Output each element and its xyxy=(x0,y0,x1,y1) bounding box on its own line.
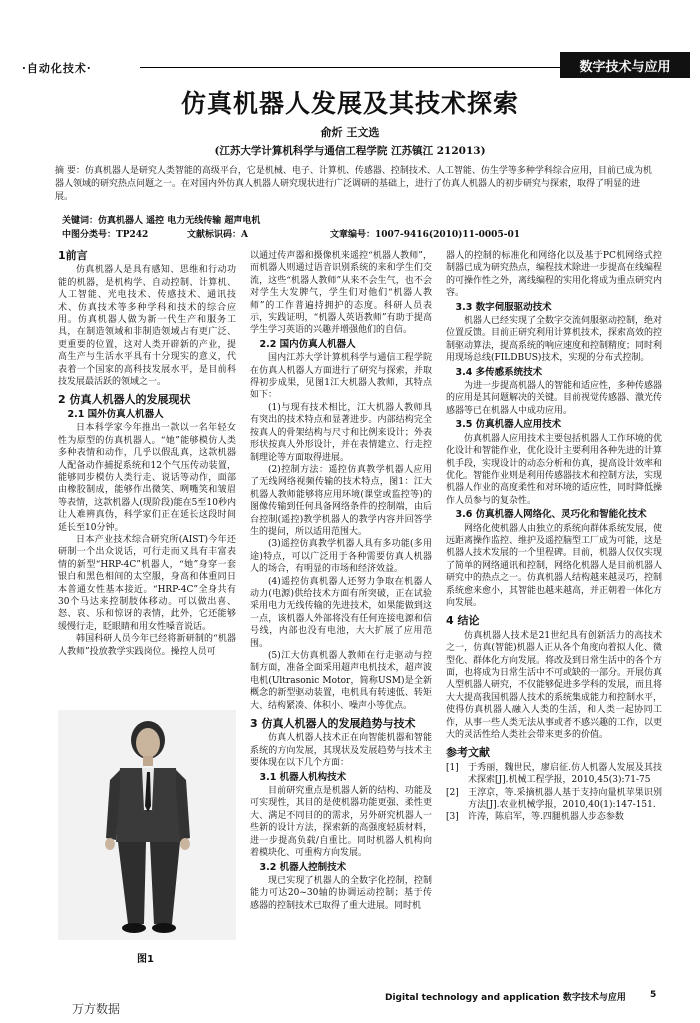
paragraph: 韩国科研人员今年已经将新研制的“机器人教师”投放教学实践岗位。操控人员可 xyxy=(58,634,236,657)
subsection-heading: 3.2 机器人控制技术 xyxy=(259,861,347,873)
section-heading: 3 仿真人机器人的发展趋势与技术 xyxy=(250,717,416,731)
article-title: 仿真机器人发展及其技术探索 xyxy=(180,89,519,118)
page-number: 5 xyxy=(650,990,657,1000)
paragraph: 以通过传声器和摄像机来遥控“机器人教师”，而机器人则通过语音识别系统的来和学生们交流，这些“机器人教师”从来不会生气，也不会对学生大发脾气，学生们对他们“机器人教师”的工作普遍持拥护的态度。科研人员表示，实践证明，“机器人英语教师”有助于提高学生学习英语的兴趣并增强他们的自信。 xyxy=(250,251,432,336)
section-heading: 4 结论 xyxy=(446,614,480,628)
section-heading: 1前言 xyxy=(58,249,88,262)
subsection-heading: 2.1 国外仿真人机器人 xyxy=(67,408,164,420)
reference-text: 王淳京，等.采摘机器人基于支持向量机苹果识别方法[J].农业机械学报，2010,40(1):147-151. xyxy=(468,787,662,811)
subsection-heading: 2.2 国内仿真人机器人 xyxy=(259,338,356,350)
reference-item xyxy=(446,787,662,812)
section-heading: 2 仿真人机器人的发展现状 xyxy=(58,393,191,407)
authors: 俞炘 王文选 xyxy=(320,126,380,139)
paragraph: (4)遥控仿真机器人还努力争取在机器人动力(电源)供给技术方面有所突破，正在试验采用电力无线传输的先进技术，如果能做到这一点，该机器人外部将没有任何连接电源和信号线，内部也没有电池，大大扩展了应用范围。 xyxy=(250,576,432,649)
paragraph: (3)遥控仿真教学机器人具有多功能(多用途)特点，可以广泛用于各种需要仿真人机器人的场合，有明显的市场和经济效益。 xyxy=(250,539,432,575)
reference-number: [3] xyxy=(446,812,459,823)
paragraph: 仿真机器人是具有感知、思维和行动功能的机器，是机构学、自动控制、计算机、人工智能、光电技术、传感技术、通讯技术、仿真技术等多种学科和技术的综合应用。仿真机器人做为新一代生产和服务工具，在制造领域和非制造领域占有更广泛、更重要的位置，这对人类开辟新的产业，提高生产与生活水平具有十分现实的意义，代表着一个国家的高科技发展水平，是目前科技发展最活跃的领域之一。 xyxy=(58,265,236,388)
document-code: 文献标识码：A xyxy=(187,230,248,240)
reference-item xyxy=(446,762,662,787)
references-heading: 参考文献 xyxy=(446,746,490,760)
paragraph: 目前研究重点是机器人新的结构、功能及可实现性，其目的是使机器功能更强、柔性更大、满足不同目的的需求，另外研究机器人一些新的设计方法，探索新的高强度轻质材料，进一步提高负载/自重比。同时机器人机构向着模块化、可重构方向发展。 xyxy=(250,786,432,859)
subsection-heading: 3.1 机器人机构技术 xyxy=(259,771,347,783)
affiliation: (江苏大学计算机科学与通信工程学院 江苏镇江 212013) xyxy=(214,145,486,157)
paragraph: (1)与现有技术相比，江大机器人教师具有突出的技术特点和显著进步。内部结构完全按真人的骨架结构与尺寸和比例来设计；外表形状按真人外形设计，并在表情建立、行走控制理论等方面取得进展。 xyxy=(250,402,432,463)
robot-teacher-figure xyxy=(58,710,236,940)
reference-number: [2] xyxy=(446,787,459,798)
paragraph: 仿真机器人应用技术主要包括机器人工作环境的优化设计和智能作业，优化设计主要利用各种先进的计算机手段，实现设计的动态分析和仿真，提高设计效率和优化。智能作业则是利用传感器技术和控制方法，实现机器人作业的高度柔性和对环境的适应性，同时降低操作人员参与的复杂性。 xyxy=(446,433,663,506)
paragraph: 机器人已经实现了全数字交流伺服驱动控制，绝对位置反馈。目前正研究利用计算机技术，探索高效的控制驱动算法，提高系统的响应速度和控制精度；同时利用现场总线(FILDBUS)技术，实现的分布式控制。 xyxy=(446,316,663,364)
paragraph: 网络化使机器人由独立的系统向群体系统发展，使远距离操作监控、维护及遥控脑型工厂成为可能，这是机器人技术发展的一个里程碑。目前，机器人仅仅实现了简单的网络通讯和控制，网络化机器人是目前机器人研究中的热点之一。仿真机器人结构越来越灵巧，控制系统愈来愈小，其智能也越来越高，并正朝着一体化方向发展。 xyxy=(446,523,663,608)
article-number: 文章编号：1007-9416(2010)11-0005-01 xyxy=(330,230,520,240)
subsection-heading: 3.5 仿真机器人应用技术 xyxy=(455,419,562,431)
column-3 xyxy=(446,250,662,824)
database-watermark: 万方数据 xyxy=(72,1002,121,1016)
reference-item xyxy=(446,811,662,823)
clc-number: 中图分类号：TP242 xyxy=(62,230,149,240)
subsection-heading: 3.6 仿真机器人网络化、灵巧化和智能化技术 xyxy=(455,509,647,521)
abstract: 摘 要：仿真机器人是研究人类智能的高级平台，它是机械、电子、计算机、传感器、控制技术、人工智能、仿生学等多种学科综合应用，目前已成为机器人领域的研究热点问题之一。在对国内外仿真人机器人研究现状进行广泛调研的基础上，进行了仿真人机器人的初步研究与探索，取得了明显的进展。 xyxy=(55,166,652,202)
section-label: ·自动化技术· xyxy=(22,62,92,75)
paragraph: 日本科学家今年推出一款以一名年轻女性为原型的仿真机器人。“她”能够模仿人类多种表情和动作，几乎以假乱真，这款机器人配备动作捕捉系统和12个气压传动装置，能够同步模仿人类行走、说话等动作，面部由橡胶制成，能够作出微笑、咧嘴笑和皱眉等表情，这款机器人(现阶段)能在5至10秒内让人难辨真伪，科学家们正在延长这段时间延长至10分钟。 xyxy=(58,423,236,533)
paragraph: 现已实现了机器人的全数字化控制，控制能力可达20~30轴的协调运动控制；基于传感器的控制技术已取得了重大进展。同时机 xyxy=(250,875,432,911)
subsection-heading: 3.4 多传感系统技术 xyxy=(455,366,543,378)
journal-tag: 数字技术与应用 xyxy=(560,52,690,78)
paragraph: (2)控制方法：遥控仿真教学机器人应用了无线网络视频传输的技术特点，图1：江大机器人教师能够将应用环境(课堂或监控等)的图像传输到任何具备网络条件的控制端，由后台控制(遥控)教学机器人的教学内容并回答学生的提问，所以适用范围大。 xyxy=(250,464,432,537)
column-2 xyxy=(250,250,432,912)
reference-text: 于秀丽，魏世民，廖启征.仿人机器人发展及其技术探索[J].机械工程学报，2010,45(3):71-75 xyxy=(468,762,662,786)
robot-teacher-image xyxy=(58,710,236,940)
subsection-heading: 3.3 数字伺服驱动技术 xyxy=(455,301,552,313)
paragraph: 国内江苏大学计算机科学与通信工程学院在仿真人机器人方面进行了研究与探索，并取得初步成果，见图1江大机器人教师，其特点如下： xyxy=(250,353,432,401)
paragraph: 仿真机器人技术是21世纪具有创新活力的高技术之一，仿真(智能)机器人正从各个角度向着拟人化、微型化、群体化方向发展。将改及到日常生活中的各个方面，也将成为日常生活中不可或缺的一部分。开展仿真人型机器人研究，不仅能够促进多学科的发展，而且将大大提高我国机器人技术的系统集成能力和控制水平，使得仿真机器人融入人类的生活，和人类一起协同工作，从事一些人类无法从事或者不感兴趣的工作，以更大的灵活性给人类社会带来更多的价值。 xyxy=(446,630,663,741)
paragraph: (5)江大仿真机器人教师在行走驱动与控制方面，准备全面采用超声电机技术，超声波电机(Ultrasonic Motor，简称USM)是全新概念的新型驱动装置，电机具有转速低、转矩大、结构紧凑、体积小、噪声小等优点。 xyxy=(250,651,432,711)
paragraph: 仿真人机器人技术正在向智能机器和智能系统的方向发展，其现状及发展趋势与技术主要体现在以下几个方面： xyxy=(250,733,432,769)
reference-text: 许涛，陈启军，等.四腿机器人步态参数 xyxy=(468,812,624,823)
paragraph: 器人的控制的标准化和网络化以及基于PC机网络式控制器已成为研究热点，编程技术除进一步提高在线编程的可操作性之外，离线编程的实用化将成为重点研究内容。 xyxy=(446,251,663,299)
column-1 xyxy=(58,250,236,658)
paragraph: 为进一步提高机器人的智能和适应性，多种传感器的应用是其问题解决的关键。目前视觉传感器、激光传感器等已在机器人中成功应用。 xyxy=(446,381,663,416)
reference-number: [1] xyxy=(446,762,459,773)
keywords: 关键词：仿真机器人 遥控 电力无线传输 超声电机 xyxy=(62,216,261,226)
paragraph: 日本产业技术综合研究所(AIST)今年还研制一个出众说话，可行走而又具有丰富表情的新型“HRP-4C”机器人，“她”身穿一套银白和黑色相间的太空服，身高和体重同日本普通女性基本接近。“HRP-4C”全身共有30个马达来控制肢体移动。可以做出喜、怒、哀、乐和惊讶的表情，此外，它还能够缓慢行走，眨眼睛和用女性嗓音说话。 xyxy=(58,534,236,632)
header-rule xyxy=(140,67,560,68)
figure-caption: 图1 xyxy=(137,954,154,965)
footer-journal: Digital technology and application 数字技术与应用 xyxy=(385,993,626,1003)
